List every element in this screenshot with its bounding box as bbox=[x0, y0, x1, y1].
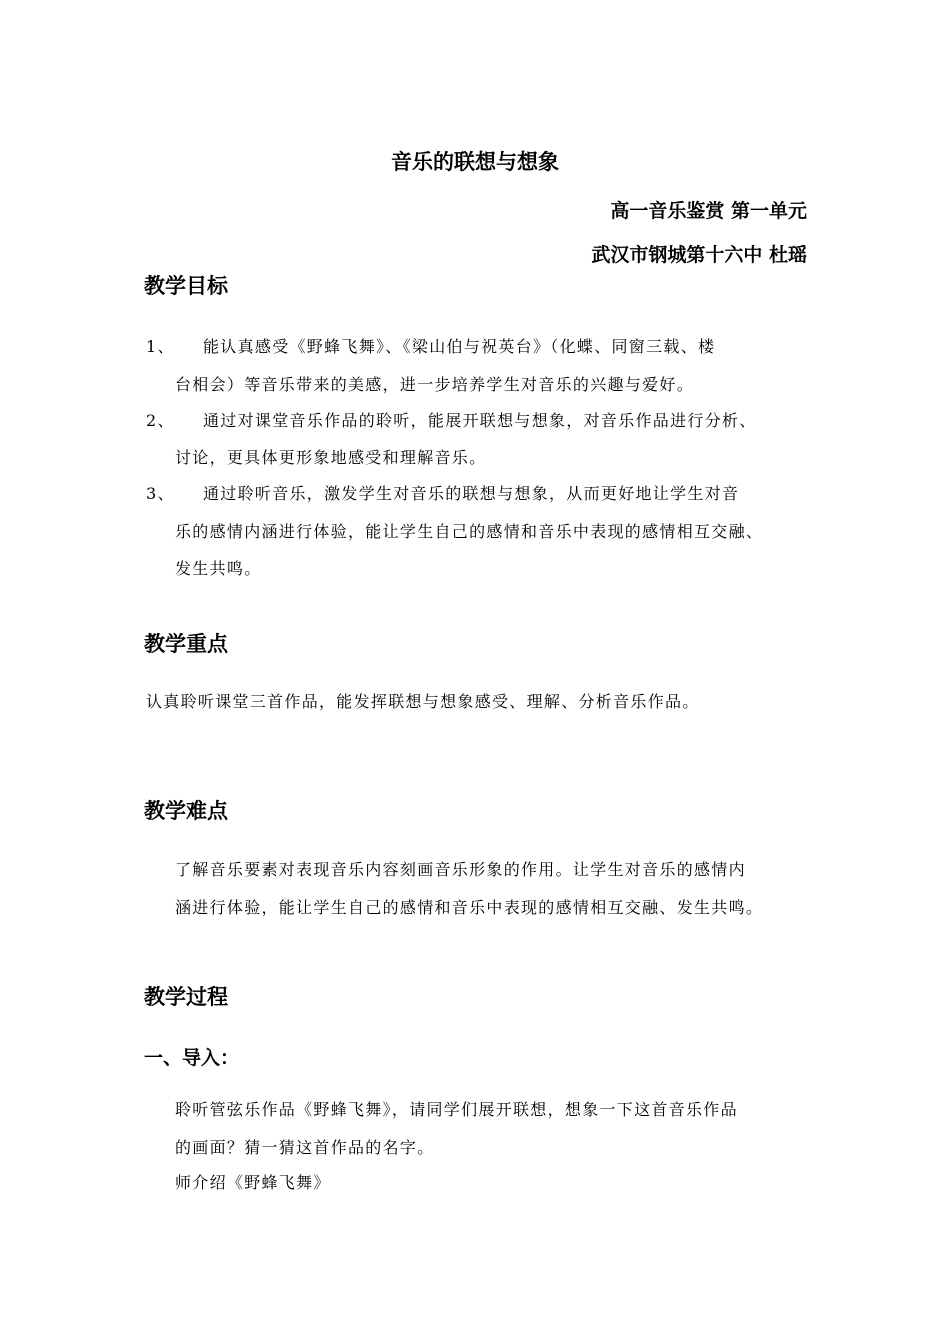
objectives-heading: 教学目标 bbox=[144, 274, 228, 298]
author-subtitle: 武汉市钢城第十六中 杜瑶 bbox=[591, 244, 807, 266]
objective-number-2: 2、 bbox=[146, 411, 175, 430]
objective-2-line-1: 通过对课堂音乐作品的聆听，能展开联想与想象，对音乐作品进行分析、 bbox=[203, 411, 757, 430]
introduction-line-3: 师介绍《野蜂飞舞》 bbox=[175, 1173, 331, 1192]
objective-3-line-1: 通过聆听音乐，激发学生对音乐的联想与想象，从而更好地让学生对音 bbox=[203, 484, 740, 503]
course-subtitle: 高一音乐鉴赏 第一单元 bbox=[610, 200, 807, 222]
objective-1-line-2: 台相会）等音乐带来的美感，进一步培养学生对音乐的兴趣与爱好。 bbox=[175, 375, 695, 394]
objective-2-line-2: 讨论，更具体更形象地感受和理解音乐。 bbox=[175, 448, 487, 467]
process-heading: 教学过程 bbox=[144, 985, 228, 1009]
introduction-heading: 一、导入： bbox=[144, 1047, 240, 1069]
difficulties-line-2: 涵进行体验，能让学生自己的感情和音乐中表现的感情相互交融、发生共鸣。 bbox=[175, 898, 764, 917]
objective-number-3: 3、 bbox=[146, 484, 175, 503]
objective-3-line-2: 乐的感情内涵进行体验，能让学生自己的感情和音乐中表现的感情相互交融、 bbox=[175, 522, 764, 541]
objective-3-line-3: 发生共鸣。 bbox=[175, 559, 262, 578]
difficulties-line-1: 了解音乐要素对表现音乐内容刻画音乐形象的作用。让学生对音乐的感情内 bbox=[175, 860, 746, 879]
objective-number-1: 1、 bbox=[146, 337, 175, 356]
introduction-line-1: 聆听管弦乐作品《野蜂飞舞》，请同学们展开联想，想象一下这首音乐作品 bbox=[175, 1100, 738, 1119]
key-points-heading: 教学重点 bbox=[144, 632, 228, 656]
introduction-line-2: 的画面？猜一猜这首作品的名字。 bbox=[175, 1138, 435, 1157]
document-title: 音乐的联想与想象 bbox=[391, 150, 559, 174]
difficulties-heading: 教学难点 bbox=[144, 799, 228, 823]
key-points-text: 认真聆听课堂三首作品，能发挥联想与想象感受、理解、分析音乐作品。 bbox=[146, 692, 700, 711]
objective-1-line-1: 能认真感受《野蜂飞舞》、《梁山伯与祝英台》（化蝶、同窗三载、楼 bbox=[203, 337, 716, 356]
